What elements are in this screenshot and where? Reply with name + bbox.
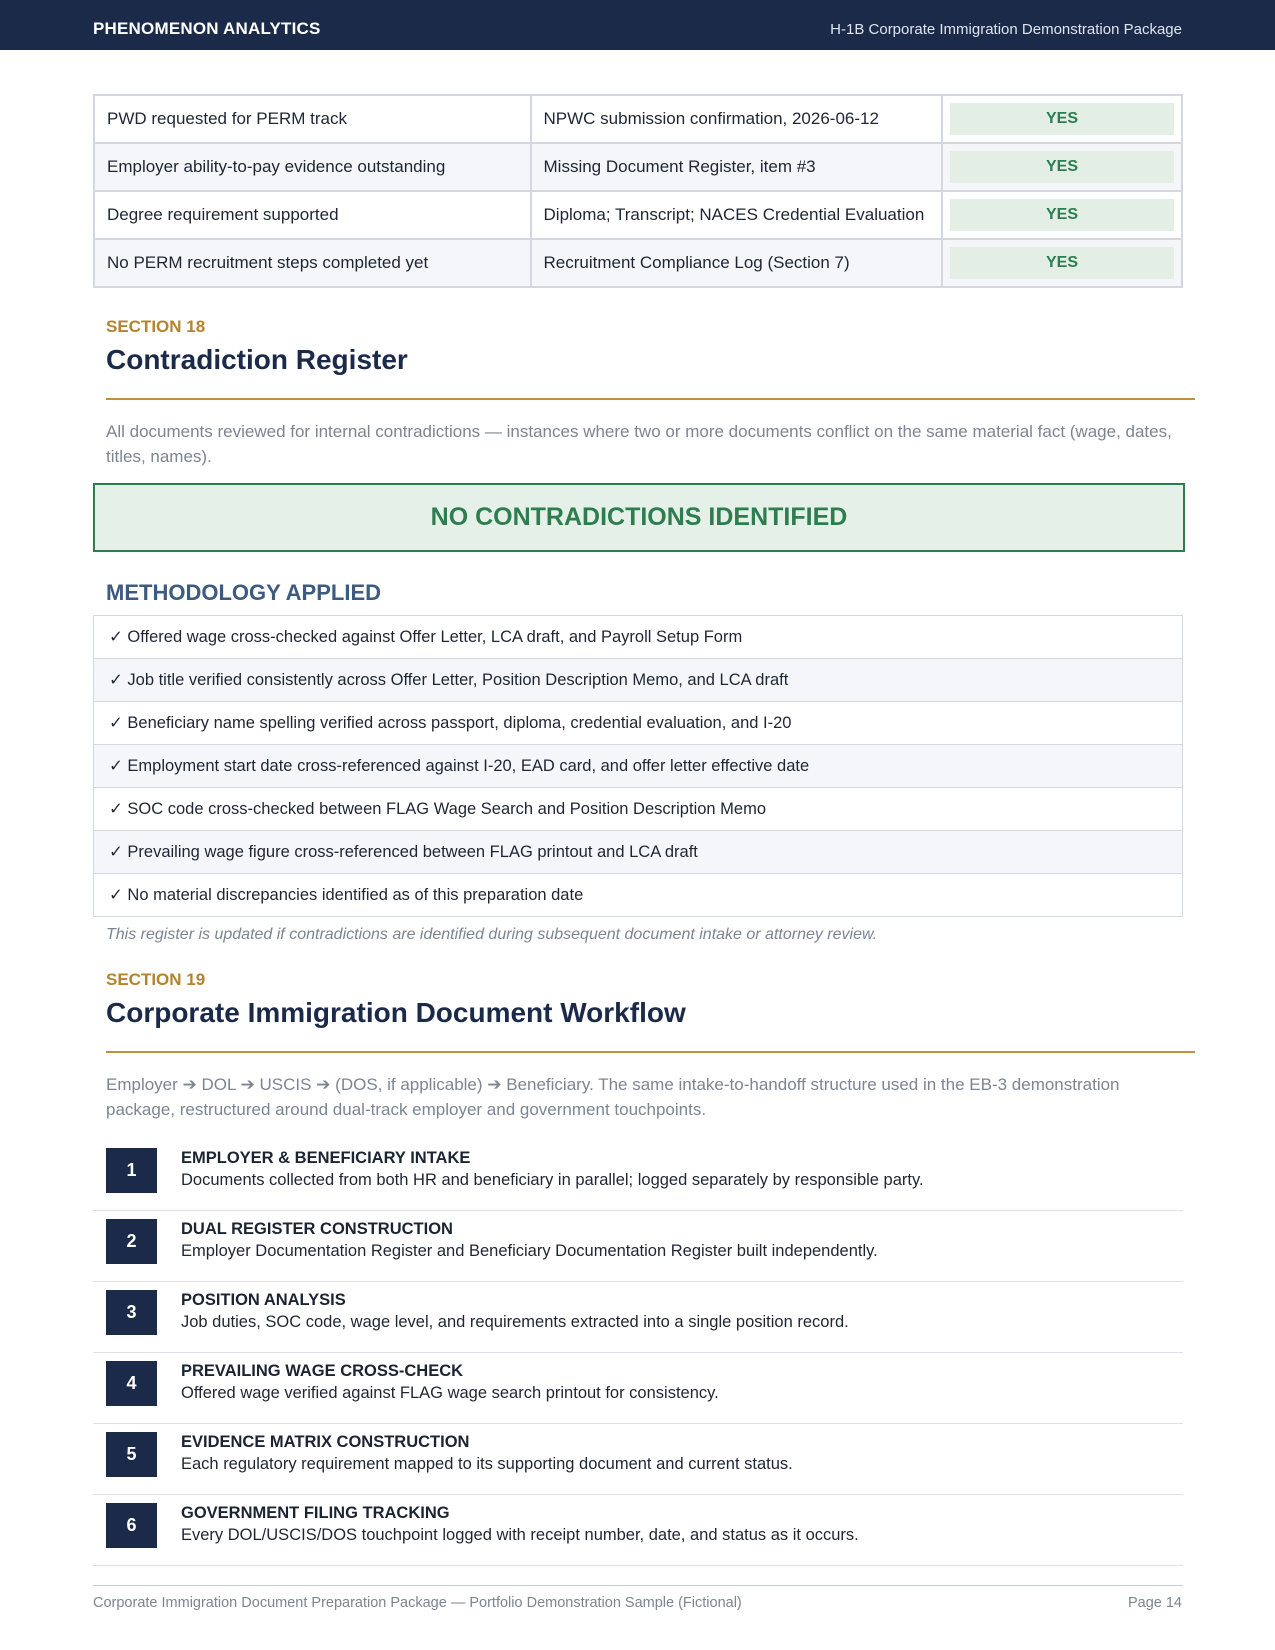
requirement-cell: Employer ability-to-pay evidence outstanding	[94, 143, 531, 191]
status-badge: YES	[950, 151, 1174, 183]
table-row	[94, 239, 1182, 287]
table-row	[94, 191, 1182, 239]
step-number-badge: 4	[106, 1361, 157, 1406]
methodology-checklist	[93, 615, 1183, 917]
table-row	[94, 95, 1182, 143]
status-cell	[942, 191, 1182, 239]
status-badge: YES	[950, 247, 1174, 279]
step-number-badge: 2	[106, 1219, 157, 1264]
source-cell: Recruitment Compliance Log (Section 7)	[531, 239, 943, 287]
checklist-item: ✓ No material discrepancies identified as of this preparation date	[94, 873, 1182, 916]
workflow-step	[93, 1495, 1183, 1566]
status-cell	[942, 239, 1182, 287]
section-19-title: Corporate Immigration Document Workflow	[106, 997, 686, 1028]
step-description: Each regulatory requirement mapped to its supporting document and current status.	[181, 1455, 793, 1473]
step-description: Job duties, SOC code, wage level, and requirements extracted into a single position record.	[181, 1313, 849, 1331]
footer-caption: Corporate Immigration Document Preparation Package — Portfolio Demonstration Sample (Fictional)	[93, 1595, 742, 1611]
checklist-item: ✓ SOC code cross-checked between FLAG Wage Search and Position Description Memo	[94, 787, 1182, 830]
source-cell: NPWC submission confirmation, 2026-06-12	[531, 95, 943, 143]
workflow-step	[93, 1282, 1183, 1353]
section-divider	[106, 1051, 1195, 1053]
evidence-matrix-table	[93, 94, 1183, 288]
step-number-badge: 5	[106, 1432, 157, 1477]
checklist-item: ✓ Job title verified consistently across Offer Letter, Position Description Memo, and LCA draft	[94, 658, 1182, 701]
checklist-item: ✓ Employment start date cross-referenced against I-20, EAD card, and offer letter effective date	[94, 744, 1182, 787]
page-header	[0, 0, 1275, 50]
status-badge: YES	[950, 199, 1174, 231]
step-title: EMPLOYER & BENEFICIARY INTAKE	[181, 1149, 471, 1167]
status-badge: YES	[950, 103, 1174, 135]
step-number-badge: 6	[106, 1503, 157, 1548]
section-19-intro: Employer ➔ DOL ➔ USCIS ➔ (DOS, if applicable) ➔ Beneficiary. The same intake-to-handoff structure used in the EB-3 demonstration package, restructured around dual-track employer and government touchpoints.	[106, 1075, 1120, 1119]
source-cell: Missing Document Register, item #3	[531, 143, 943, 191]
workflow-step	[93, 1140, 1183, 1211]
section-18-number: SECTION 18	[106, 317, 206, 336]
workflow-steps	[93, 1140, 1183, 1566]
source-cell: Diploma; Transcript; NACES Credential Evaluation	[531, 191, 943, 239]
workflow-step	[93, 1211, 1183, 1282]
requirement-cell: Degree requirement supported	[94, 191, 531, 239]
step-description: Employer Documentation Register and Beneficiary Documentation Register built independently.	[181, 1242, 878, 1260]
requirement-cell: No PERM recruitment steps completed yet	[94, 239, 531, 287]
step-number-badge: 1	[106, 1148, 157, 1193]
checklist-item: ✓ Prevailing wage figure cross-referenced between FLAG printout and LCA draft	[94, 830, 1182, 873]
step-title: GOVERNMENT FILING TRACKING	[181, 1504, 450, 1522]
step-number-badge: 3	[106, 1290, 157, 1335]
checklist-item: ✓ Beneficiary name spelling verified across passport, diploma, credential evaluation, and I-20	[94, 701, 1182, 744]
step-title: EVIDENCE MATRIX CONSTRUCTION	[181, 1433, 470, 1451]
methodology-heading: METHODOLOGY APPLIED	[106, 580, 382, 605]
brand-name: PHENOMENON ANALYTICS	[93, 19, 321, 38]
section-18-intro: All documents reviewed for internal contradictions — instances where two or more documents conflict on the same material fact (wage, dates, titles, names).	[106, 422, 1172, 466]
step-title: PREVAILING WAGE CROSS-CHECK	[181, 1362, 464, 1380]
step-description: Every DOL/USCIS/DOS touchpoint logged with receipt number, date, and status as it occurs.	[181, 1526, 859, 1544]
footer-divider	[93, 1585, 1183, 1586]
checklist-item: ✓ Offered wage cross-checked against Offer Letter, LCA draft, and Payroll Setup Form	[109, 628, 743, 646]
status-cell	[942, 143, 1182, 191]
section-divider	[106, 398, 1195, 400]
section-18-title: Contradiction Register	[106, 344, 408, 375]
no-contradictions-banner: NO CONTRADICTIONS IDENTIFIED	[93, 483, 1185, 552]
step-description: Documents collected from both HR and beneficiary in parallel; logged separately by responsible party.	[181, 1171, 924, 1189]
workflow-step	[93, 1424, 1183, 1495]
requirement-cell: PWD requested for PERM track	[94, 95, 531, 143]
step-title: POSITION ANALYSIS	[181, 1291, 346, 1309]
section-19-number: SECTION 19	[106, 970, 206, 989]
page-number: Page 14	[1127, 1595, 1182, 1611]
register-note: This register is updated if contradictions are identified during subsequent document intake or attorney review.	[106, 926, 878, 943]
status-cell	[942, 95, 1182, 143]
table-row	[94, 143, 1182, 191]
package-title: H-1B Corporate Immigration Demonstration Package	[830, 21, 1182, 38]
step-title: DUAL REGISTER CONSTRUCTION	[181, 1220, 453, 1238]
step-description: Offered wage verified against FLAG wage search printout for consistency.	[181, 1384, 719, 1402]
workflow-step	[93, 1353, 1183, 1424]
